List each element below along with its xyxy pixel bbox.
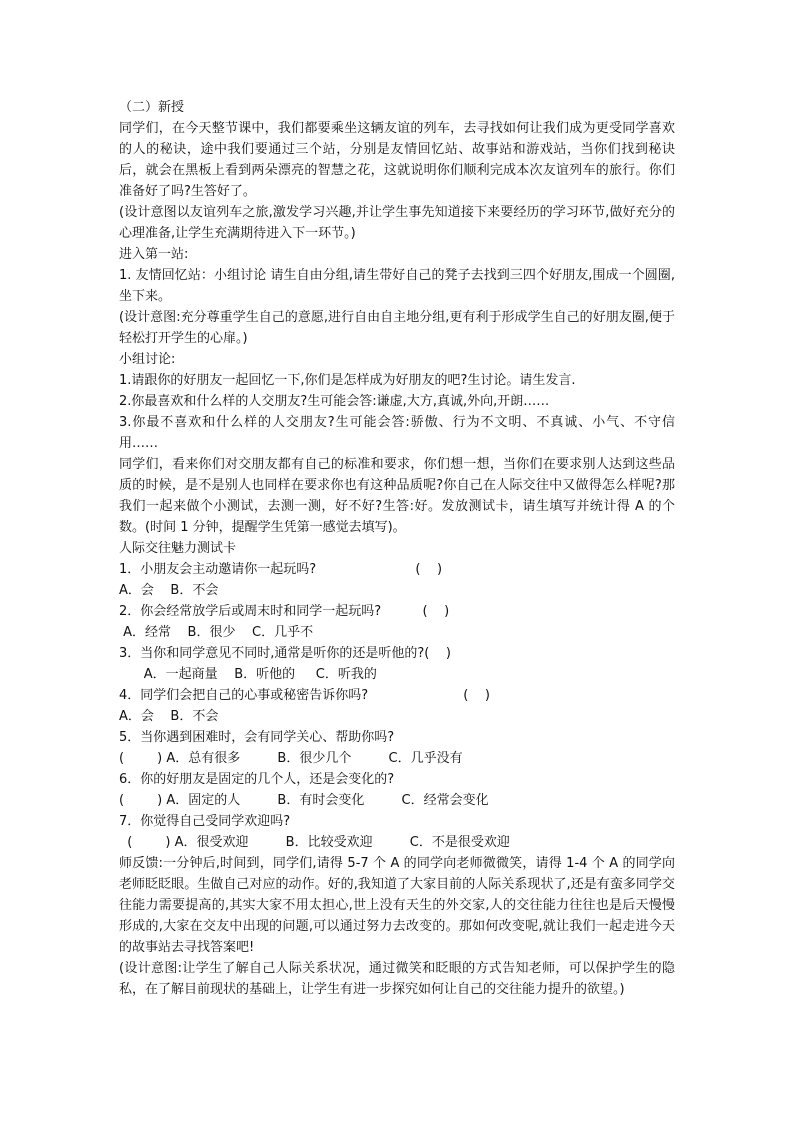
- test-question: 4．同学们会把自己的心事或秘密告诉你吗? ( ): [119, 688, 490, 703]
- test-question: 1．小朋友会主动邀请你一起玩吗? ( ): [119, 562, 443, 577]
- transition-paragraph: 同学们，看来你们对交朋友都有自己的标准和要求，你们想一想，当你们在要求别人达到这些品质的时候，是不是别人也同样在要求你也有这种品质呢?你自己在人际交往中又做得怎么样呢?那我们一起来做个小测试，去测一测，好不好?生答:好。发放测试卡，请生填写并统计得 A 的个数。(时间 1 分钟，提醒学生凭第一感觉去填写)。: [119, 457, 675, 535]
- test-options: A．经常 B．很少 C．几乎不: [119, 625, 314, 640]
- design-note: (设计意图:让学生了解自己人际关系状况，通过微笑和眨眼的方式告知老师，可以保护学生的隐私，在了解目前现状的基础上，让学生有进一步探究如何让自己的交往能力提升的欲望。): [119, 961, 675, 997]
- test-question: 7．你觉得自己受同学欢迎吗?: [119, 814, 291, 829]
- intro-paragraph: 同学们，在今天整节课中，我们都要乘坐这辆友谊的列车，去寻找如何让我们成为更受同学喜欢的人的秘诀，途中我们要通过三个站，分别是友情回忆站、故事站和游戏站，当你们找到秘诀后，就会在黑板上看到两朵漂亮的智慧之花，这就说明你们顺利完成本次友谊列车的旅行。你们准备好了吗?生答好了。: [119, 121, 675, 199]
- station-paragraph: 1. 友情回忆站：小组讨论 请生自由分组,请生带好自己的凳子去找到三四个好朋友,围成一个圆圈,坐下来。: [119, 268, 675, 304]
- discussion-question: 3.你最不喜欢和什么样的人交朋友?生可能会答:骄傲、行为不文明、不真诚、小气、不守信用……: [119, 415, 675, 451]
- test-options: ( ) A．总有很多 B．很少几个 C．几乎没有: [119, 751, 463, 766]
- test-options: A．会 B．不会: [119, 709, 219, 724]
- section-title: （二）新授: [119, 100, 185, 115]
- design-note: (设计意图以友谊列车之旅,激发学习兴趣,并让学生事先知道接下来要经历的学习环节,做好充分的心理准备,让学生充满期待进入下一环节。): [119, 205, 675, 241]
- discussion-question: 1.请跟你的好朋友一起回忆一下,你们是怎样成为好朋友的吧?生讨论。请生发言.: [119, 373, 576, 388]
- test-question: 6．你的好朋友是固定的几个人，还是会变化的?: [119, 772, 395, 787]
- lesson-plan-body: [119, 97, 675, 1000]
- discussion-question: 2.你最喜欢和什么样的人交朋友?生可能会答:谦虚,大方,真诚,外向,开朗……: [119, 394, 550, 409]
- test-options: A．会 B．不会: [119, 583, 219, 598]
- test-question: 5．当你遇到困难时，会有同学关心、帮助你吗?: [119, 730, 395, 745]
- test-question: 2．你会经常放学后或周末时和同学一起玩吗? ( ): [119, 604, 450, 619]
- test-card-title: 人际交往魅力测试卡: [119, 541, 237, 556]
- station-heading: 进入第一站:: [119, 247, 189, 262]
- test-options: ( ) A．很受欢迎 B．比较受欢迎 C．不是很受欢迎: [119, 835, 510, 850]
- design-note: (设计意图:充分尊重学生自己的意愿,进行自由自主地分组,更有利于形成学生自己的好朋友圈,便于轻松打开学生的心扉。): [119, 310, 675, 346]
- test-question: 3．当你和同学意见不同时,通常是听你的还是听他的?( ): [119, 646, 451, 661]
- test-options: A．一起商量 B．听他的 C．听我的: [119, 667, 377, 682]
- discussion-heading: 小组讨论:: [119, 352, 176, 367]
- test-options: ( ) A．固定的人 B．有时会变化 C．经常会变化: [119, 793, 489, 808]
- teacher-feedback-paragraph: 师反馈:一分钟后,时间到，同学们,请得 5-7 个 A 的同学向老师微微笑，请得 1-4 个 A 的同学向老师眨眨眼。生做自己对应的动作。好的,我知道了大家目前的人际关系现状了,还是有蛮多同学交往能力需要提高的,其实大家不用太担心,世上没有天生的外交家,人的交往能力往往也是后天慢慢形成的,大家在交友中出现的问题,可以通过努力去改变的。那如何改变呢,就让我们一起走进今天的故事站去寻找答案吧!: [119, 856, 675, 955]
